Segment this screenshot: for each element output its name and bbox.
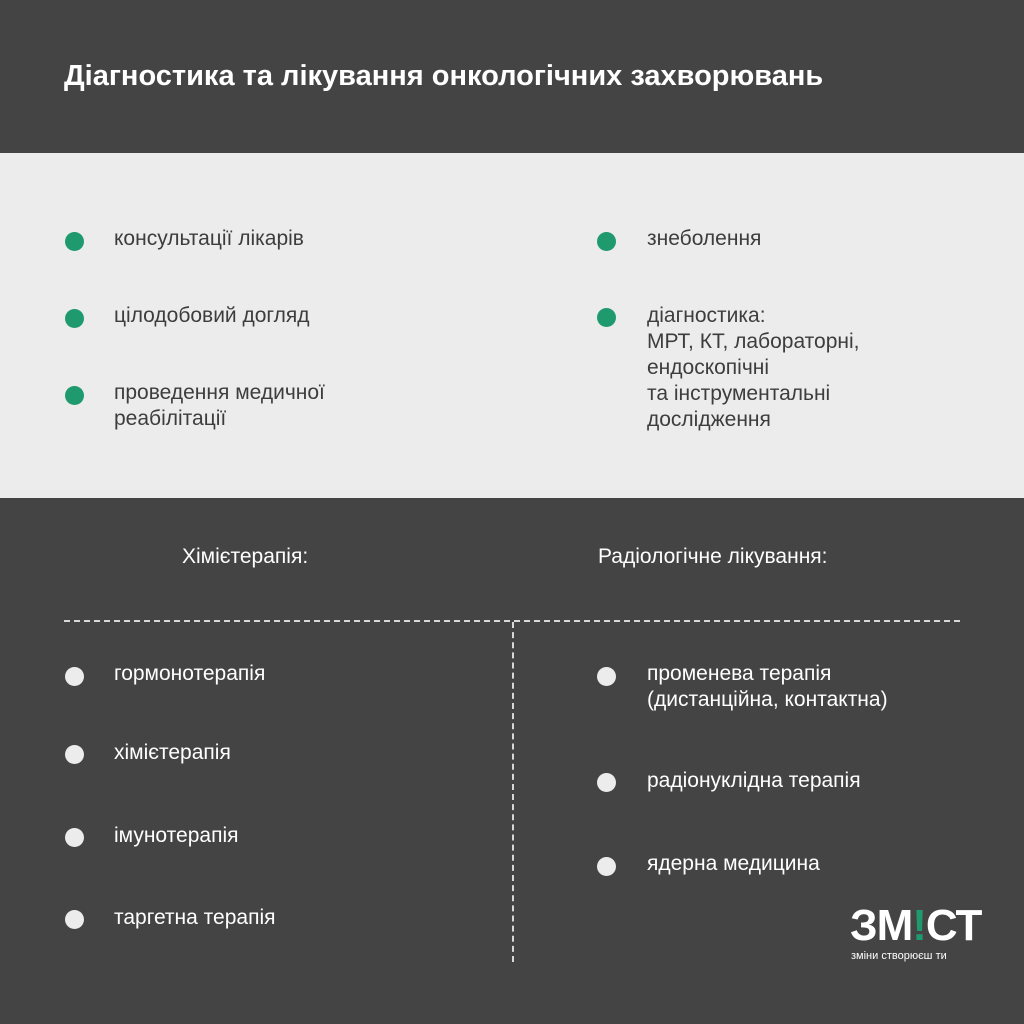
chemo-title: Хімієтерапія: <box>182 545 309 568</box>
logo-part: ЗМ <box>850 901 913 950</box>
bullet-icon <box>65 910 84 929</box>
chemo-item: гормонотерапія <box>114 662 266 685</box>
service-item: консультації лікарів <box>114 227 304 250</box>
bullet-icon <box>65 386 84 405</box>
logo-wordmark <box>850 901 982 950</box>
service-item: знеболення <box>647 227 762 250</box>
zmist-logo <box>850 901 982 966</box>
logo-accent: ! <box>912 901 926 950</box>
bullet-icon <box>597 857 616 876</box>
service-item: проведення медичної реабілітації <box>114 381 325 430</box>
radio-item: променева терапія (дистанційна, контактна) <box>647 662 888 711</box>
service-item: цілодобовий догляд <box>114 304 310 327</box>
bullet-icon <box>597 667 616 686</box>
bullet-icon <box>65 828 84 847</box>
logo-tagline: зміни створюєш ти <box>851 950 947 962</box>
bullet-icon <box>65 745 84 764</box>
logo-part: СТ <box>925 901 982 950</box>
bullet-icon <box>65 309 84 328</box>
bullet-icon <box>597 232 616 251</box>
service-item: діагностика: МРТ, КТ, лабораторні, ендоскопічні та інструментальні дослідження <box>647 304 860 431</box>
chemo-item: імунотерапія <box>114 824 239 847</box>
page-title: Діагностика та лікування онкологічних захворювань <box>64 60 824 92</box>
chemo-item: хімієтерапія <box>114 741 231 764</box>
bullet-icon <box>65 232 84 251</box>
bullet-icon <box>597 308 616 327</box>
radio-item: радіонуклідна терапія <box>647 769 861 792</box>
chemo-item: таргетна терапія <box>114 906 276 929</box>
vertical-divider <box>512 622 514 962</box>
radio-title: Радіологічне лікування: <box>598 545 828 568</box>
radio-item: ядерна медицина <box>647 852 820 875</box>
bullet-icon <box>597 773 616 792</box>
bullet-icon <box>65 667 84 686</box>
header-band <box>0 0 1024 153</box>
